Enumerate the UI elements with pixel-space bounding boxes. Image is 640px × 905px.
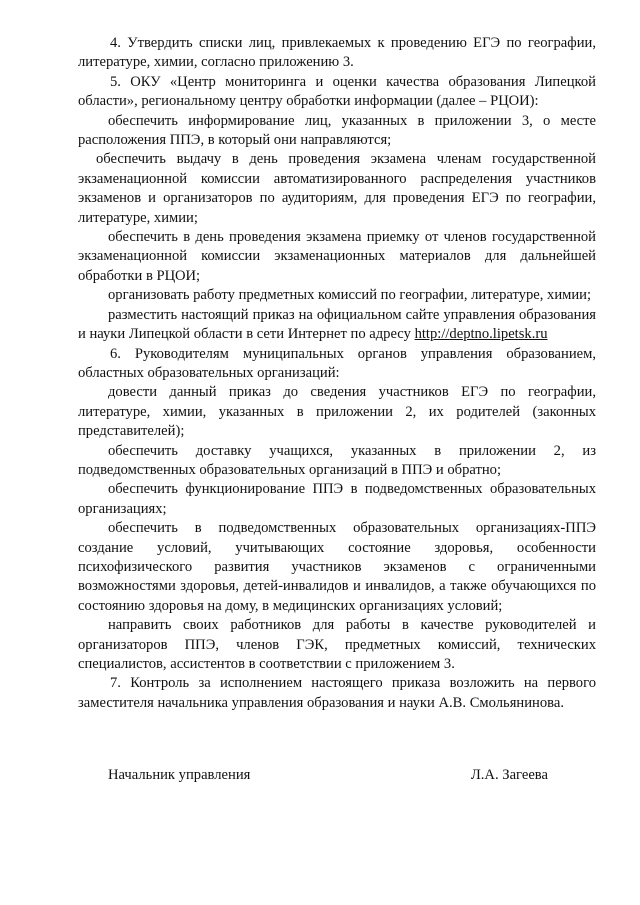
paragraph-delivery: обеспечить доставку учащихся, указанных в приложении 2, из подведомственных образовательных организаций в ППЭ и обратно; <box>78 442 596 478</box>
paragraph-functioning: обеспечить функционирование ППЭ в подведомственных образовательных организациях; <box>78 481 596 517</box>
paragraph-conditions: обеспечить в подведомственных образовательных организациях-ППЭ создание условий, учитывающих состояние здоровья, особенности психофизического развития участников экзаменов с ограниченными возможностями здоровья, детей-инвалидов и инвалидов, а также обучающихся по состоянию здоровья на дому, в медицинских организациях условий; <box>78 520 596 614</box>
signature-name: Л.А. Загеева <box>470 767 548 783</box>
paragraph-item-6: 6. Руководителям муниципальных органов управления образованием, областных образовательных организаций: <box>78 345 596 381</box>
signature-block <box>108 766 548 786</box>
paragraph-item-4: 4. Утвердить списки лиц, привлекаемых к проведению ЕГЭ по географии, литературе, химии, согласно приложению 3. <box>78 35 596 71</box>
paragraph-publish <box>78 306 596 345</box>
signature-title: Начальник управления <box>108 767 251 783</box>
paragraph-commissions: организовать работу предметных комиссий по географии, литературе, химии; <box>108 287 592 304</box>
paragraph-item-7: 7. Контроль за исполнением настоящего приказа возложить на первого заместителя начальника управления образования и науки А.В. Смольянинова. <box>78 675 596 711</box>
paragraph-inform: обеспечить информирование лиц, указанных в приложении 3, о месте расположения ППЭ, в который они направляются; <box>78 112 596 149</box>
paragraph-item-5: 5. ОКУ «Центр мониторинга и оценки качества образования Липецкой области», региональному центру обработки информации (далее – РЦОИ): <box>78 73 596 110</box>
paragraph-acceptance: обеспечить в день проведения экзамена приемку от членов государственной экзаменационной комиссии экзаменационных материалов для дальнейшей обработки в РЦОИ; <box>78 229 596 284</box>
paragraph-publish-text: разместить настоящий приказ на официальном сайте управления образования и науки Липецкой области в сети Интернет по адресу <box>78 306 596 343</box>
document-body <box>78 34 596 713</box>
paragraph-staff: направить своих работников для работы в качестве руководителей и организаторов ППЭ, членов ГЭК, предметных комиссий, технических специалистов, ассистентов в соответствии с приложением 3. <box>78 617 596 672</box>
website-link[interactable]: http://deptno.lipetsk.ru <box>414 326 548 343</box>
paragraph-notify: довести данный приказ до сведения участников ЕГЭ по географии, литературе, химии, указанных в приложении 2, их родителей (законных представителей); <box>78 384 596 440</box>
paragraph-issue: обеспечить выдачу в день проведения экзамена членам государственной экзаменационной комиссии автоматизированного распределения участников экзаменов и организаторов по аудиториям, для проведения ЕГЭ по географии, литературе, химии; <box>78 151 596 226</box>
